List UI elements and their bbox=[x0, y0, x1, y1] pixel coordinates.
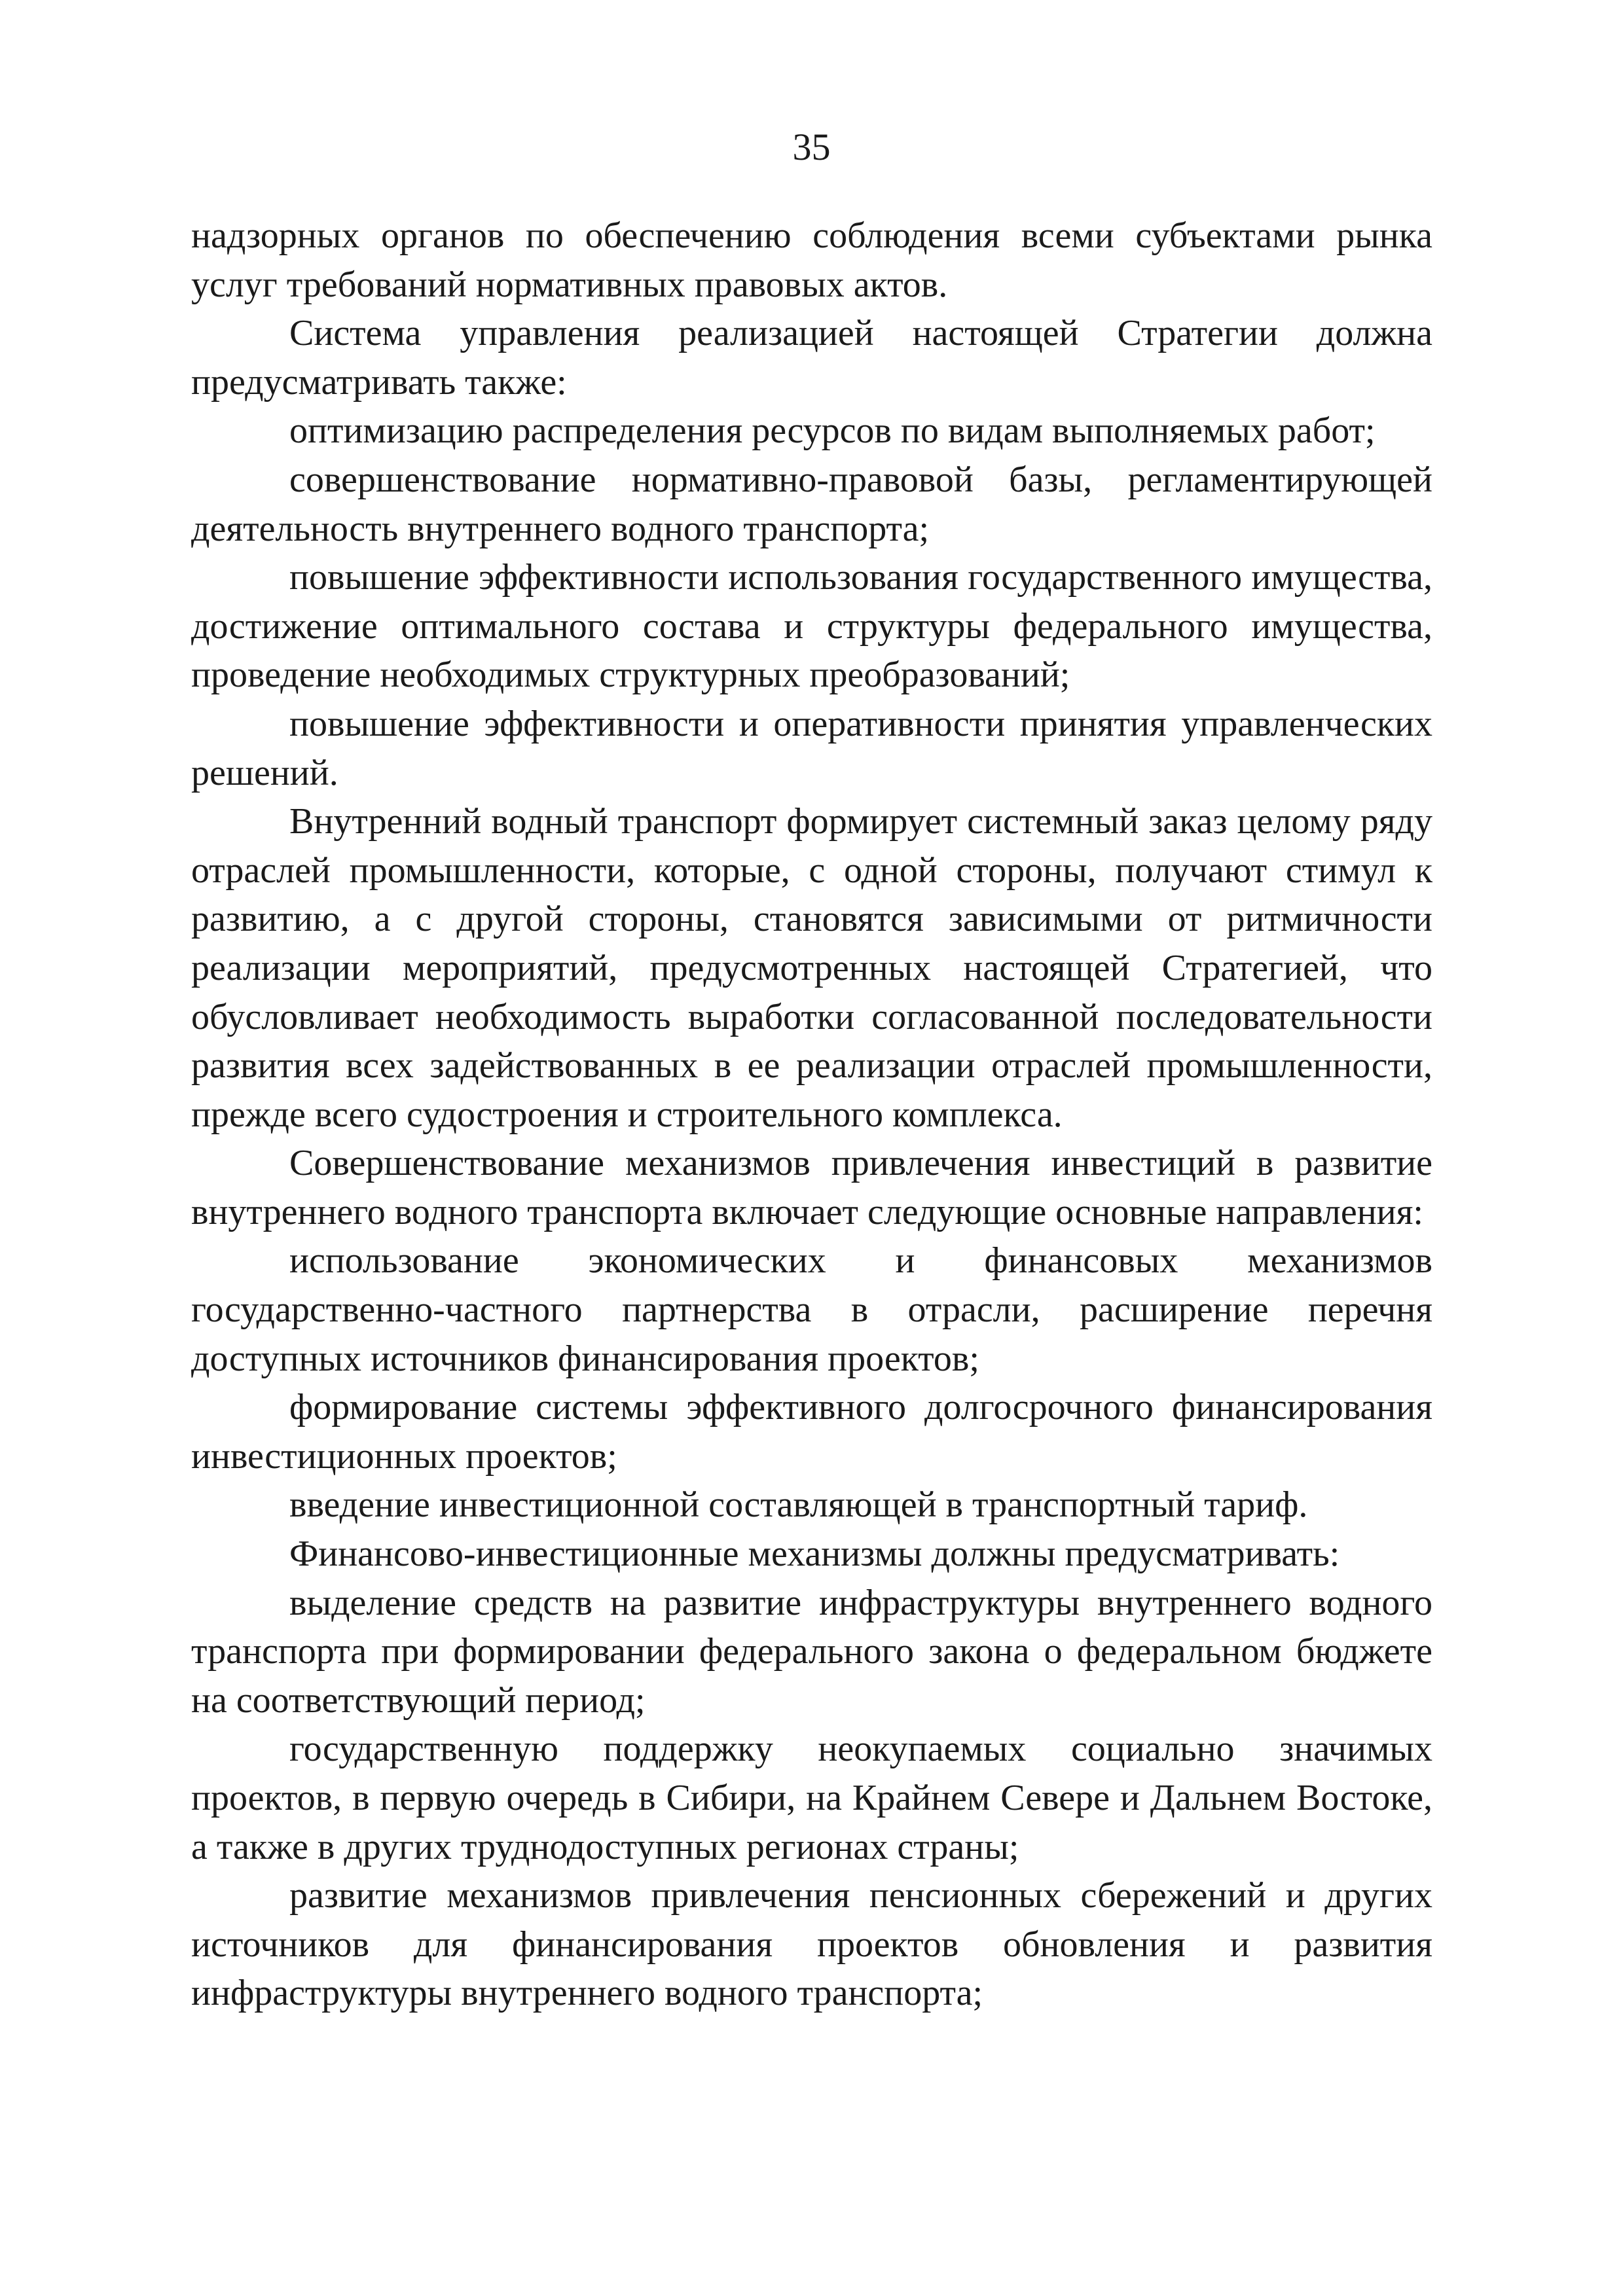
paragraph: Совершенствование механизмов привлечения инвестиций в развитие внутреннего водного транспорта включает следующие основные направления: bbox=[191, 1143, 1432, 1232]
list-item: выделение средств на развитие инфраструктуры внутреннего водного транспорта при формировании федерального закона о федеральном бюджете на соответствующий период; bbox=[191, 1582, 1432, 1721]
list-item: развитие механизмов привлечения пенсионных сбережений и других источников для финансирования проектов обновления и развития инфраструктуры внутреннего водного транспорта; bbox=[191, 1875, 1432, 2014]
list-item: введение инвестиционной составляющей в транспортный тариф. bbox=[289, 1484, 1308, 1526]
list-item: повышение эффективности и оперативности принятия управленческих решений. bbox=[191, 703, 1432, 793]
list-item: государственную поддержку неокупаемых социально значимых проектов, в первую очередь в Сибири, на Крайнем Севере и Дальнем Востоке, а также в других труднодоступных регионах страны; bbox=[191, 1729, 1432, 1867]
list-item: оптимизацию распределения ресурсов по видам выполняемых работ; bbox=[289, 410, 1376, 452]
list-item: формирование системы эффективного долгосрочного финансирования инвестиционных проектов; bbox=[191, 1387, 1432, 1477]
document-body bbox=[191, 211, 1432, 2018]
paragraph: Финансово-инвестиционные механизмы должны предусматривать: bbox=[289, 1534, 1340, 1575]
paragraph: Внутренний водный транспорт формирует системный заказ целому ряду отраслей промышленности, которые, с одной стороны, получают стимул к развитию, а с другой стороны, становятся зависимыми от ритмичности реализации мероприятий, предусмотренных настоящей Стратегией, что обусловливает необходимость выработки согласованной последовательности развития всех задействованных в ее реализации отраслей промышленности, прежде всего судостроения и строительного комплекса. bbox=[191, 801, 1432, 1135]
list-item: совершенствование нормативно-правовой базы, регламентирующей деятельность внутреннего водного транспорта; bbox=[191, 459, 1432, 549]
list-item: повышение эффективности использования государственного имущества, достижение оптимального состава и структуры федерального имущества, проведение необходимых структурных преобразований; bbox=[191, 557, 1432, 696]
list-item: использование экономических и финансовых механизмов государственно-частного партнерства в отрасли, расширение перечня доступных источников финансирования проектов; bbox=[191, 1240, 1432, 1379]
paragraph: надзорных органов по обеспечению соблюдения всеми субъектами рынка услуг требований нормативных правовых актов. bbox=[191, 215, 1432, 305]
page-number: 35 bbox=[792, 126, 831, 168]
paragraph: Система управления реализацией настоящей Стратегии должна предусматривать также: bbox=[191, 313, 1432, 403]
